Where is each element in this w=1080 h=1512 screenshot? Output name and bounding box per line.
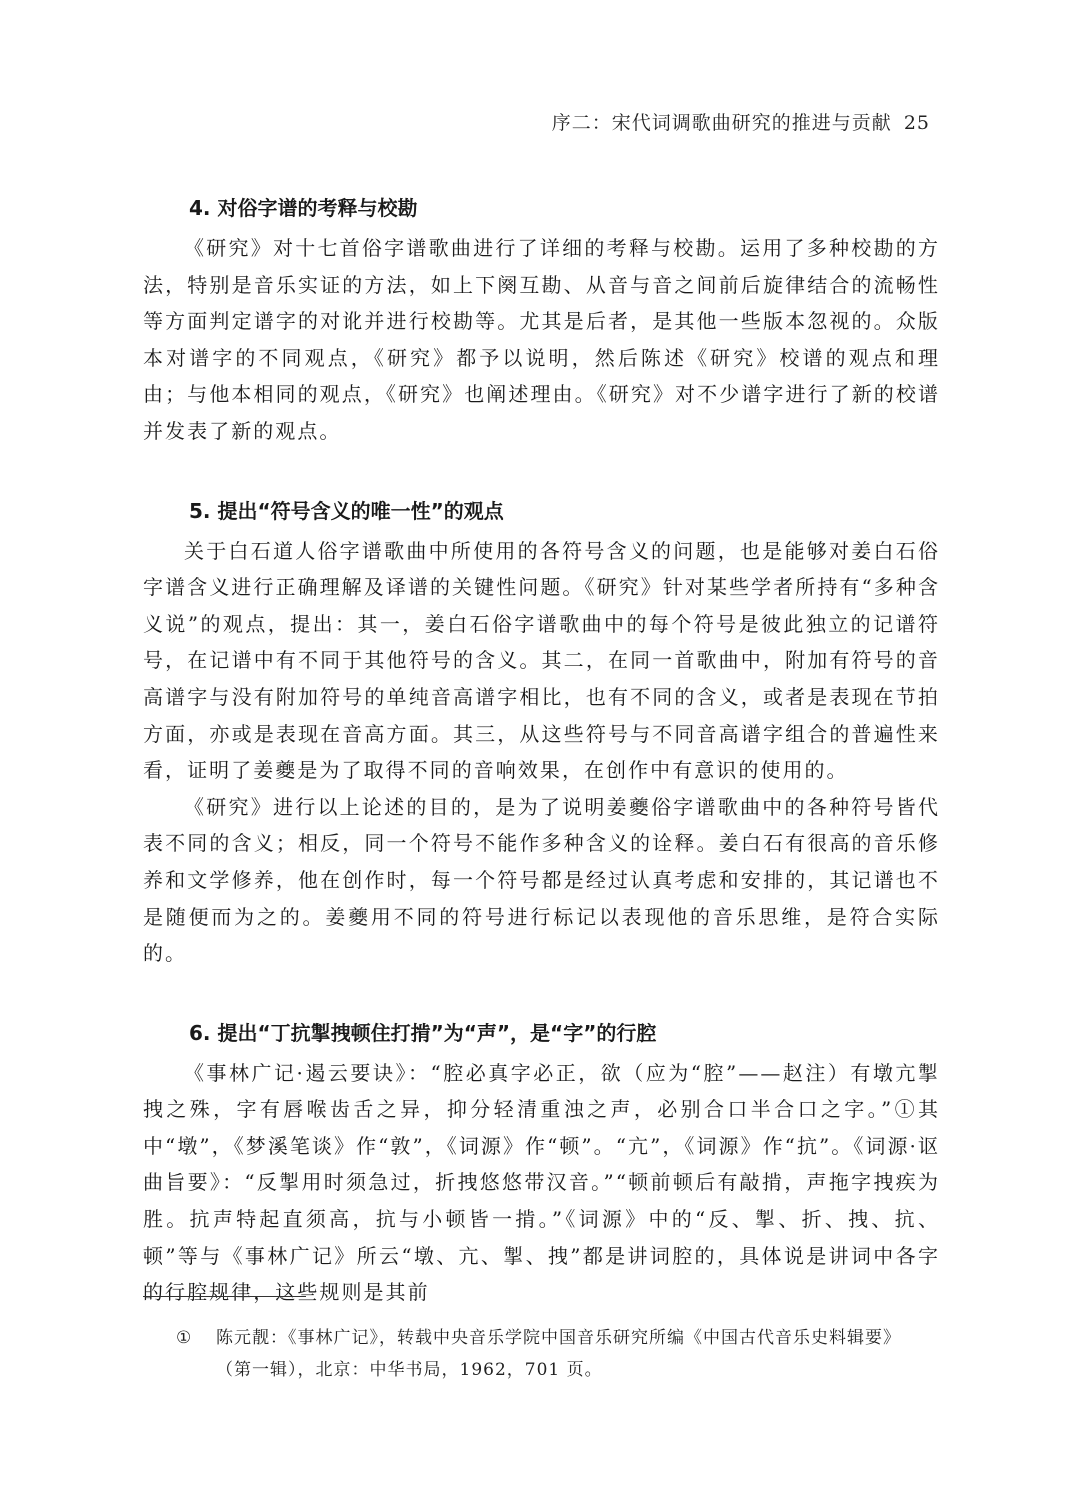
- section-4: [143, 192, 940, 450]
- body-paragraph: 《研究》对十七首俗字谱歌曲进行了详细的考释与校勘。运用了多种校勘的方法，特别是音乐实证的方法，如上下阕互勘、从音与音之间前后旋律结合的流畅性等方面判定谱字的对讹并进行校勘等。尤其是后者，是其他一些版本忽视的。众版本对谱字的不同观点，《研究》都予以说明，然后陈述《研究》校谱的观点和理由；与他本相同的观点，《研究》也阐述理由。《研究》对不少谱字进行了新的校谱并发表了新的观点。: [143, 236, 940, 443]
- footnote-divider: [143, 1296, 306, 1297]
- chapter-title: 序二：宋代词调歌曲研究的推进与贡献: [551, 112, 892, 134]
- section-5: [143, 495, 940, 972]
- footnote-line: （第一辑），北京：中华书局，1962，701 页。: [216, 1360, 603, 1380]
- body-paragraph: 关于白石道人俗字谱歌曲中所使用的各符号含义的问题，也是能够对姜白石俗字谱含义进行正确理解及译谱的关键性问题。《研究》针对某些学者所持有“多种含义说”的观点，提出：其一，姜白石俗字谱歌曲中的每个符号是彼此独立的记谱符号，在记谱中有不同于其他符号的含义。其二，在同一首歌曲中，附加有符号的音高谱字与没有附加符号的单纯音高谱字相比，也有不同的含义，或者是表现在节拍方面，亦或是表现在音高方面。其三，从这些符号与不同音高谱字组合的普遍性来看，证明了姜夔是为了取得不同的音响效果，在创作中有意识的使用的。: [143, 538, 940, 783]
- page-number: 25: [903, 112, 930, 134]
- section-heading: 6. 提出“丁抗掣拽顿住打掯”为“声”，是“字”的行腔: [189, 1020, 657, 1045]
- running-header: [552, 108, 930, 135]
- section-heading: 5. 提出“符号含义的唯一性”的观点: [189, 498, 504, 523]
- body-paragraph: 《研究》进行以上论述的目的，是为了说明姜夔俗字谱歌曲中的各种符号皆代表不同的含义；相反，同一个符号不能作多种含义的诠释。姜白石有很高的音乐修养和文学修养，他在创作时，每一个符号都是经过认真考虑和安排的，其记谱也不是随便而为之的。姜夔用不同的符号进行标记以表现他的音乐思维，是符合实际的。: [143, 794, 940, 966]
- footnote: [176, 1322, 946, 1386]
- section-heading: 4. 对俗字谱的考释与校勘: [189, 196, 418, 220]
- body-paragraph: 《事林广记·遏云要诀》：“腔必真字必正，欲（应为“腔”——赵注）有墩亢掣拽之殊，字有唇喉齿舌之异，抑分轻清重浊之声，必别合口半合口之字。”①其中“墩”，《梦溪笔谈》作“敦”，《词源》作“顿”。“亢”，《词源》作“抗”。《词源·讴曲旨要》：“反掣用时须急过，折拽悠悠带汉音。”“顿前顿后有敲掯，声拖字拽疾为胜。抗声特起直须高，抗与小顿皆一掯。”《词源》中的“反、掣、折、拽、抗、顿”等与《事林广记》所云“墩、亢、掣、拽”都是讲词腔的，具体说是讲词中各字的行腔规律，这些规则是其前: [143, 1060, 940, 1305]
- footnote-marker: ①: [176, 1328, 193, 1348]
- section-6: [143, 1017, 940, 1311]
- page-body: [143, 192, 940, 1356]
- footnote-line: [176, 1322, 946, 1354]
- footnote-text: 陈元靓：《事林广记》，转载中央音乐学院中国音乐研究所编《中国古代音乐史料辑要》: [216, 1328, 901, 1348]
